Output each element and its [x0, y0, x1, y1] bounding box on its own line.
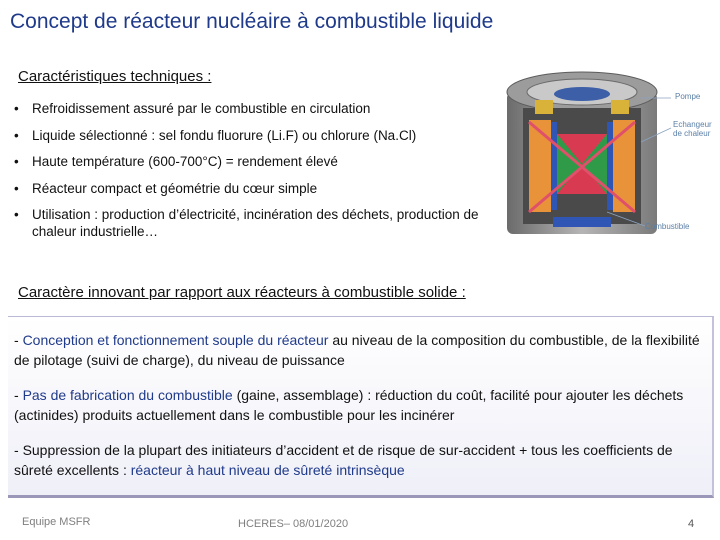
text-run: Conception et fonctionnement souple du réacteur	[22, 332, 329, 348]
text-run: -	[14, 332, 23, 348]
text-run: composition du combustible	[431, 332, 604, 348]
text-run: + tous les	[515, 442, 584, 458]
text-run: coefficients de sûreté excellents :	[14, 442, 673, 478]
exchanger-label: Echangeur de chaleur	[673, 120, 712, 138]
pump-label: Pompe	[675, 92, 701, 101]
text-run: (suivi de charge), du	[82, 352, 218, 368]
innovation-paragraph-1	[14, 330, 704, 370]
text-run: , de la flexibilité de	[14, 332, 700, 368]
innovation-paragraph-2	[14, 385, 704, 425]
text-run: pilotage	[33, 352, 83, 368]
text-run: réacteur à haut niveau de sûreté intrinsèque	[130, 462, 405, 478]
text-run: -	[14, 387, 23, 403]
innovation-paragraph-3	[14, 440, 704, 480]
reactor-cutaway-illustration	[495, 62, 713, 242]
footer-date: HCERES– 08/01/2020	[238, 518, 349, 530]
reactor-diagram	[495, 62, 713, 242]
footer-team: Equipe MSFR	[22, 516, 91, 528]
text-run: Suppression de la plupart des initiateurs d’accident et de risque de sur-accident	[22, 442, 516, 458]
page-number: 4	[688, 518, 695, 530]
text-run: niveau de puissance	[217, 352, 345, 368]
list-item: • Liquide sélectionné : sel fondu fluorure (Li.F) ou chlorure (Na.Cl)	[14, 127, 494, 144]
fuel-label: Combustible	[645, 222, 690, 231]
list-item: • Haute température (600-700°C) = rendement élevé	[14, 153, 494, 170]
page-title: Concept de réacteur nucléaire à combustible liquide	[10, 10, 494, 33]
list-item: • Refroidissement assuré par le combustible en circulation	[14, 100, 494, 117]
list-item: • Utilisation : production d’électricité, incinération des déchets, production de chaleur industrielle…	[14, 206, 494, 240]
characteristics-list	[14, 100, 494, 250]
text-run: Pas de fabrication du combustible	[22, 387, 233, 403]
text-run: incinérer	[400, 407, 455, 423]
list-item: • Réacteur compact et géométrie du cœur simple	[14, 180, 494, 197]
text-run: au niveau de la	[328, 332, 432, 348]
text-run: (gaine, assemblage) : réduction du coût, facilité pour ajouter les déchets (actinides) produits actuellement dans le combustible pour les	[14, 387, 684, 423]
text-run: -	[14, 442, 23, 458]
section-heading-innovation: Caractère innovant par rapport aux réacteurs à combustible solide :	[18, 284, 466, 301]
section-heading-characteristics: Caractéristiques techniques :	[18, 68, 212, 85]
